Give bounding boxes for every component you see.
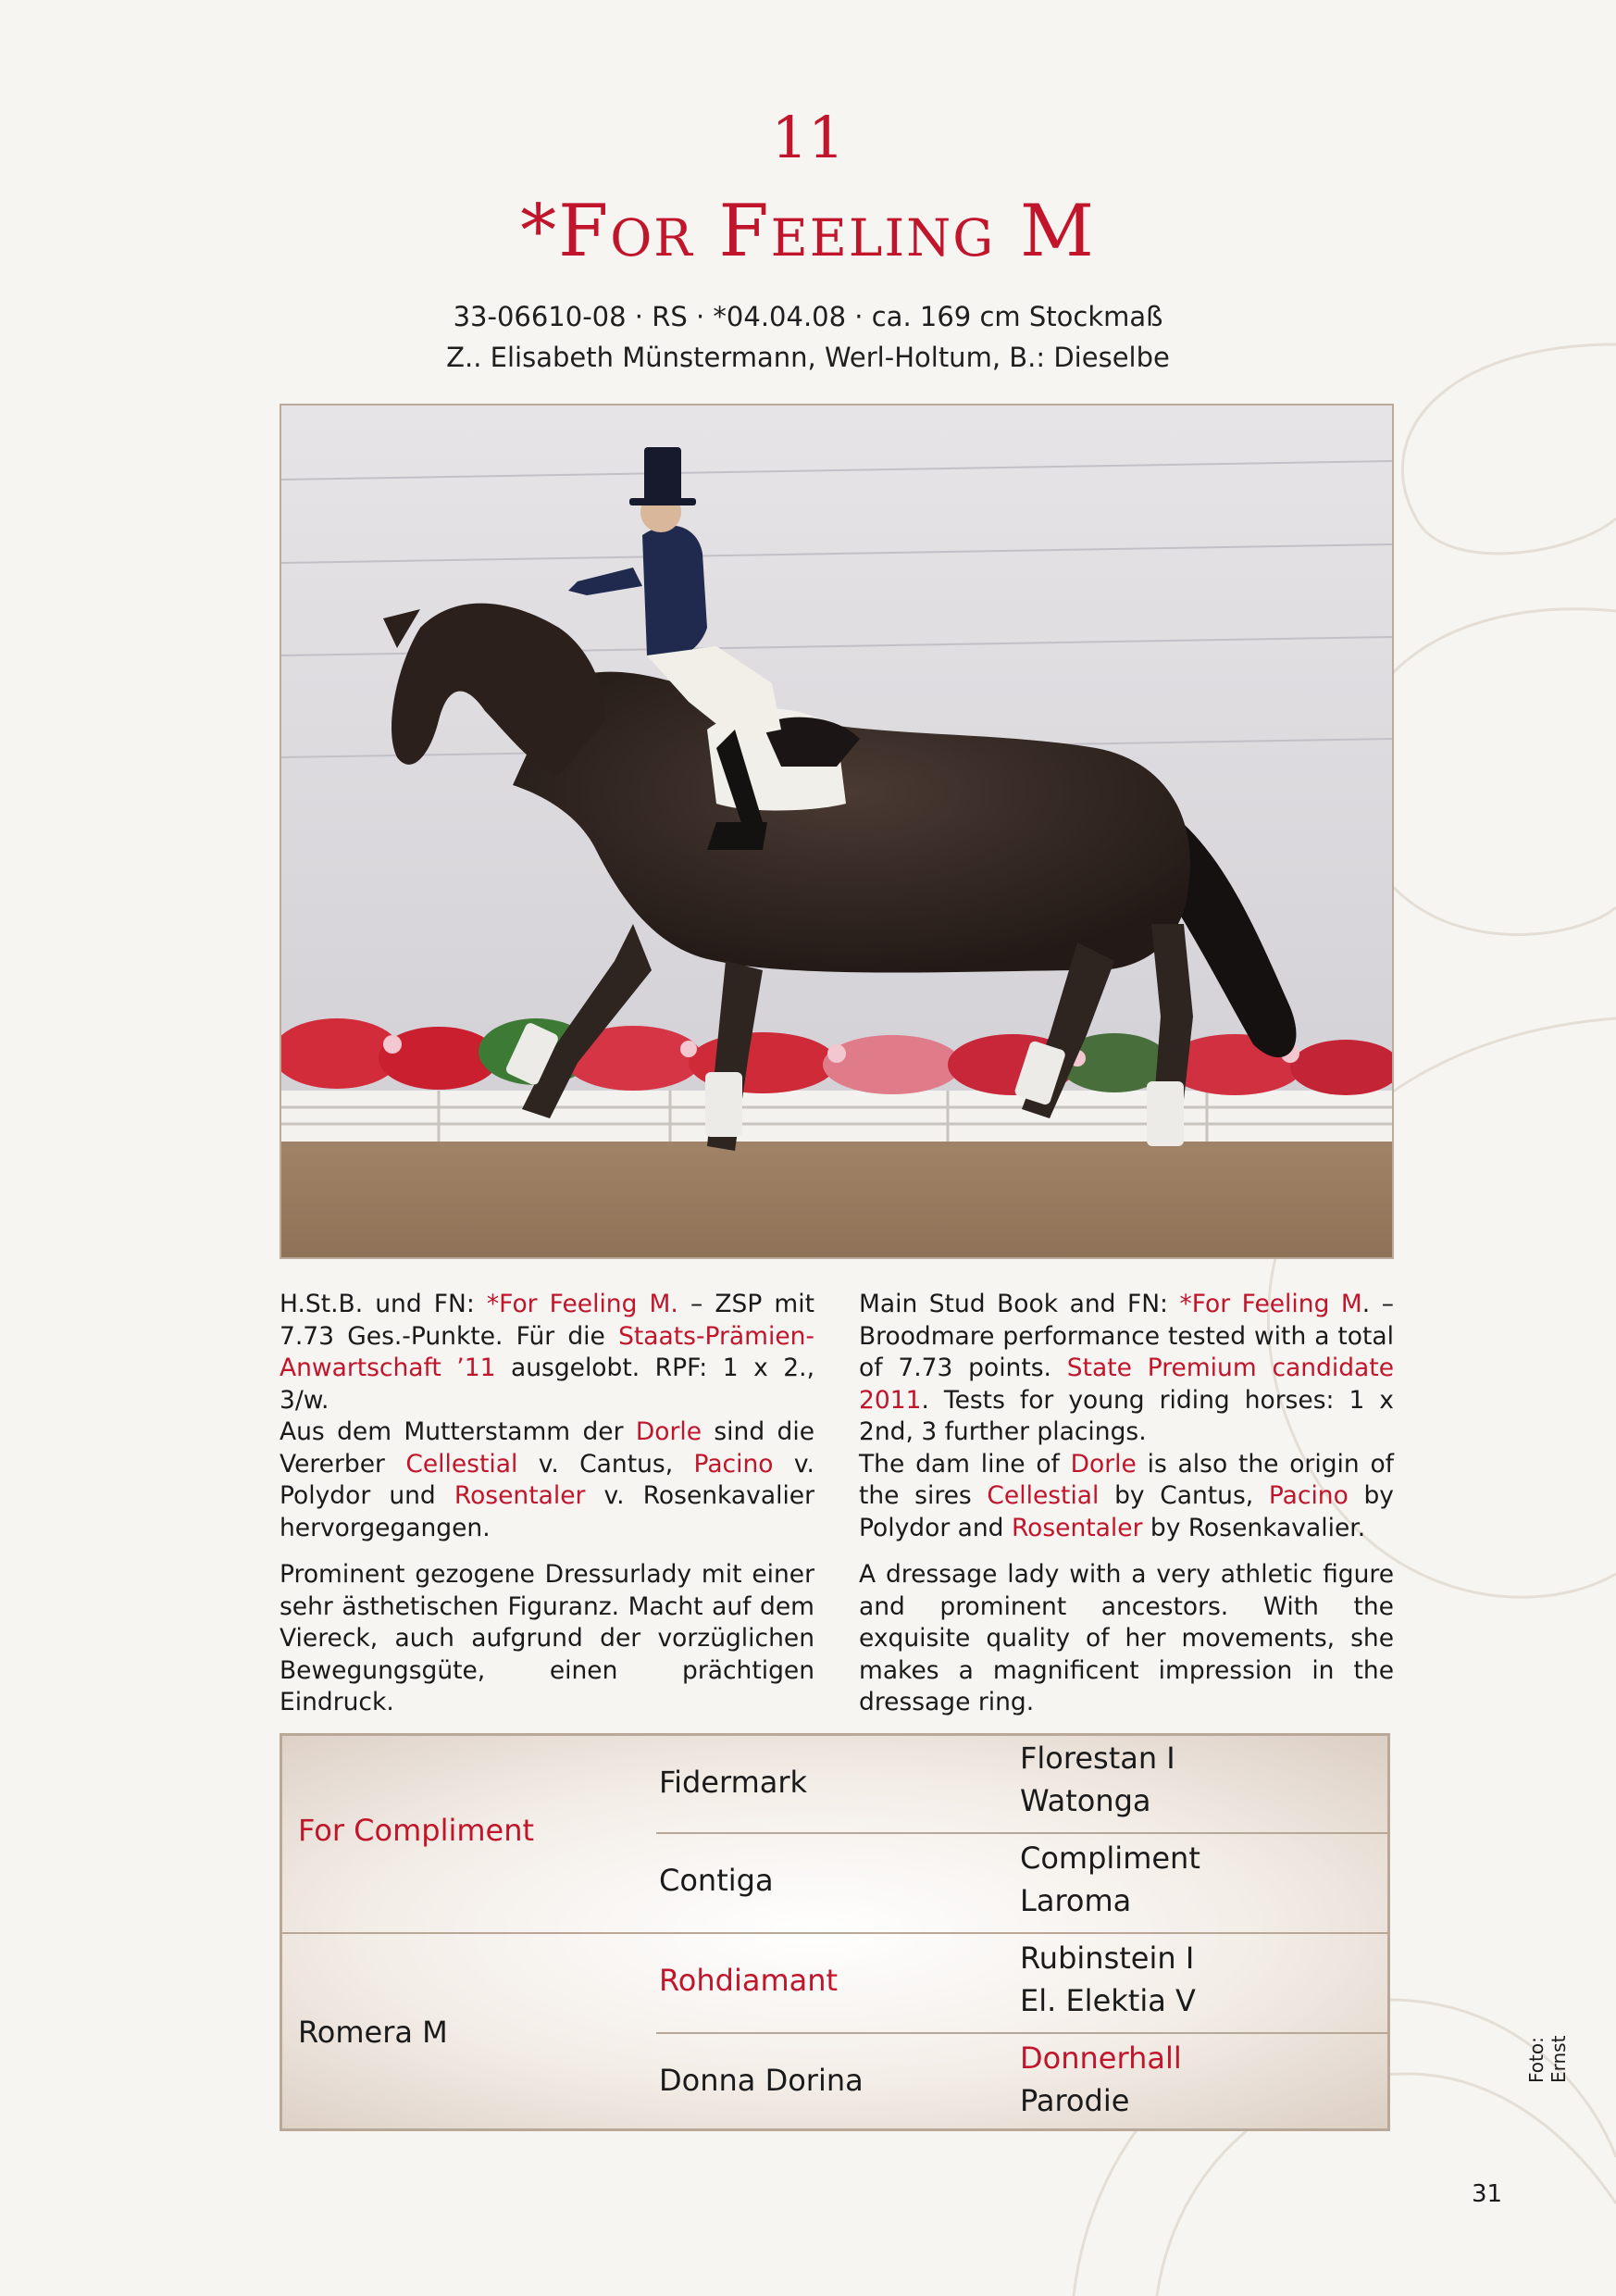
highlighted-name: State Premium candidate 2011	[859, 1354, 1394, 1415]
pedigree-dam: Romera M	[298, 2015, 448, 2050]
pedigree-sdd: Laroma	[1020, 1883, 1132, 1918]
pedigree-sire-sire: Fidermark	[659, 1765, 808, 1800]
pedigree-dam-sire: Rohdiamant	[659, 1963, 839, 1998]
highlighted-name: Pacino	[1268, 1481, 1349, 1510]
pedigree-ddd: Parodie	[1020, 2083, 1130, 2118]
pedigree-divider-dam	[656, 2032, 1387, 2034]
highlighted-name: Cellestial	[987, 1481, 1100, 1510]
text-segment: H.St.B. und FN:	[280, 1290, 487, 1318]
text-segment: sind die Vererber	[280, 1417, 815, 1479]
text-segment: – ZSP mit 7.73 Ges.-Punkte. Für die	[280, 1290, 814, 1351]
german-paragraph-1	[280, 1289, 814, 1416]
english-paragraph-2	[859, 1449, 1394, 1545]
text-segment: v. Polydor und	[280, 1449, 814, 1510]
english-paragraph-3	[859, 1559, 1394, 1719]
pedigree-sire: For Compliment	[298, 1813, 535, 1848]
text-segment: by Cantus,	[1099, 1481, 1269, 1510]
pedigree-ssd: Watonga	[1020, 1783, 1151, 1818]
pedigree-sire-dam: Contiga	[659, 1863, 774, 1898]
text-segment: v. Rosenkavalier hervorgegangen.	[280, 1481, 815, 1542]
pedigree-dam-dam: Donna Dorina	[659, 2063, 864, 2098]
pedigree-sds: Compliment	[1020, 1841, 1200, 1876]
german-paragraph-3	[280, 1559, 814, 1719]
english-paragraph-1	[859, 1289, 1394, 1449]
highlighted-name: Dorle	[1070, 1449, 1137, 1479]
text-segment: Aus dem Mutterstamm der	[280, 1417, 636, 1446]
horse-name-title: *For Feeling M	[520, 190, 1096, 273]
registration-meta	[0, 296, 1616, 378]
highlighted-name: Staats-Prämien-Anwartschaft ’11	[280, 1321, 814, 1382]
pedigree-divider-sire	[656, 1832, 1387, 1834]
text-segment: ausgelobt. RPF: 1 x 2., 3/w.	[280, 1354, 814, 1415]
highlighted-name: *For Feeling M.	[486, 1290, 678, 1318]
text-segment: by Rosenkavalier.	[1142, 1513, 1366, 1542]
horse-photo	[280, 404, 1394, 1259]
lot-number: 11	[771, 104, 845, 171]
highlighted-name: Rosentaler	[454, 1481, 586, 1510]
pedigree-table	[280, 1733, 1390, 2131]
pedigree-dss: Rubinstein I	[1020, 1940, 1195, 1976]
highlighted-name: *For Feeling M	[1179, 1290, 1362, 1318]
text-segment: Main Stud Book and FN:	[859, 1290, 1180, 1318]
text-segment: is also the origin of the sires	[859, 1449, 1394, 1510]
photo-credit: Foto: Ernst	[1525, 2035, 1570, 2083]
pedigree-dsd: El. Elektia V	[1020, 1983, 1196, 2018]
meta-line-2: Z.. Elisabeth Münstermann, Werl-Holtum, B.: Dieselbe	[446, 342, 1170, 373]
text-segment: . – Broodmare performance tested with a total of 7.73 points.	[859, 1290, 1394, 1382]
highlighted-name: Rosentaler	[1011, 1513, 1143, 1542]
pedigree-divider-main	[282, 1932, 1387, 1934]
text-segment: A dressage lady with a very athletic figure and prominent ancestors. With the exquisite quality of her movements, she makes a magnificent impression in the dressage ring.	[859, 1560, 1394, 1716]
text-segment: The dam line of	[859, 1449, 1071, 1479]
meta-line-1: 33-06610-08 · RS · *04.04.08 · ca. 169 cm Stockmaß	[453, 301, 1163, 332]
text-segment: . Tests for young riding horses: 1 x 2nd, 3 further placings.	[859, 1385, 1394, 1446]
highlighted-name: Dorle	[635, 1417, 702, 1446]
page-number: 31	[1472, 2180, 1503, 2208]
pedigree-dds: Donnerhall	[1020, 2040, 1182, 2076]
text-segment: Prominent gezogene Dressurlady mit einer sehr ästhetischen Figuranz. Macht auf dem Viereck, auch aufgrund der vorzüglichen Bewegungsgüte, einen prächtigen Eindruck.	[280, 1560, 814, 1716]
german-description	[280, 1289, 814, 1719]
highlighted-name: Cellestial	[405, 1449, 518, 1479]
text-segment: by Polydor and	[859, 1481, 1394, 1542]
highlighted-name: Pacino	[693, 1449, 774, 1479]
text-segment: v. Cantus,	[517, 1449, 694, 1479]
english-description	[859, 1289, 1394, 1719]
pedigree-sss: Florestan I	[1020, 1741, 1175, 1776]
german-paragraph-2	[280, 1416, 814, 1544]
